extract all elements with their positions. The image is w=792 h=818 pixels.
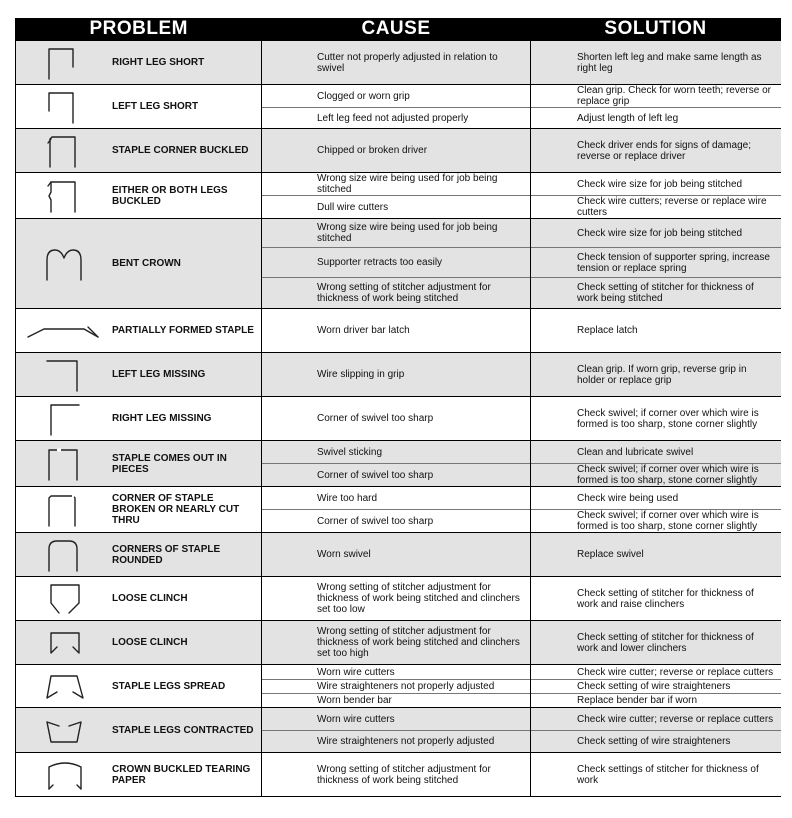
cause-cell: Wrong size wire being used for job being stitched [262,219,531,248]
solution-cell: Check tension of supporter spring, increase tension or replace spring [531,248,781,278]
problem-label: STAPLE LEGS CONTRACTED [112,724,254,736]
cause-cell: Wrong size wire being used for job being stitched [262,173,531,196]
table-row [16,219,781,248]
cause-cell: Worn bender bar [262,694,531,708]
problem-label: STAPLE CORNER BUCKLED [112,145,249,156]
cause-cell: Wrong setting of stitcher adjustment for thickness of work being stitched [262,278,531,309]
cause-cell: Worn swivel [262,533,531,577]
staple-loose-clinch-raise-icon [16,581,112,617]
cause-cell: Corner of swivel too sharp [262,397,531,441]
cause-cell: Wrong setting of stitcher adjustment for thickness of work being stitched [262,753,531,797]
problem-cell [16,41,262,85]
table-row [16,129,781,173]
problem-cell [16,353,262,397]
cause-cell: Supporter retracts too easily [262,248,531,278]
table-row [16,533,781,577]
problem-label: RIGHT LEG MISSING [112,413,212,424]
cause-cell: Chipped or broken driver [262,129,531,173]
cause-cell: Wrong setting of stitcher adjustment for thickness of work being stitched and clinchers set too high [262,621,531,665]
header-problem: PROBLEM [16,18,262,41]
solution-cell: Check wire being used [531,487,781,510]
table-row [16,665,781,680]
table-row [16,397,781,441]
problem-label: STAPLE COMES OUT IN PIECES [112,452,227,475]
table-row [16,441,781,464]
cause-cell: Worn driver bar latch [262,309,531,353]
staple-crown-buckled-icon [16,757,112,793]
troubleshooting-table [15,18,781,797]
table-row [16,577,781,621]
solution-cell: Replace latch [531,309,781,353]
table-row [16,85,781,108]
staple-partially-formed-icon [16,319,112,343]
problem-label: BENT CROWN [112,258,181,269]
solution-cell: Check wire cutter; reverse or replace cutters [531,708,781,731]
problem-cell [16,219,262,309]
cause-cell: Wire straighteners not properly adjusted [262,680,531,694]
solution-cell: Check wire size for job being stitched [531,219,781,248]
cause-cell: Left leg feed not adjusted properly [262,108,531,129]
solution-cell: Adjust length of left leg [531,108,781,129]
table-row [16,173,781,196]
solution-cell: Check setting of stitcher for thickness of work and raise clinchers [531,577,781,621]
staple-loose-clinch-lower-icon [16,625,112,661]
cause-cell: Clogged or worn grip [262,85,531,108]
problem-cell [16,397,262,441]
cause-cell: Corner of swivel too sharp [262,464,531,487]
problem-label: CROWN BUCKLED TEARING PAPER [112,763,251,786]
problem-label: LOOSE CLINCH [112,637,188,648]
problem-label: LEFT LEG MISSING [112,369,206,380]
staple-legs-buckled-icon [16,178,112,214]
troubleshooting-chart [15,18,780,797]
problem-cell [16,487,262,533]
solution-cell: Check swivel; if corner over which wire is formed is too sharp, stone corner slightly [531,510,781,533]
staple-right-leg-missing-icon [16,401,112,437]
solution-cell: Check wire cutters; reverse or replace wire cutters [531,196,781,219]
header-solution: SOLUTION [531,18,781,41]
cause-cell: Cutter not properly adjusted in relation to swivel [262,41,531,85]
cause-cell: Wire slipping in grip [262,353,531,397]
problem-label: LOOSE CLINCH [112,593,188,604]
problem-cell [16,173,262,219]
problem-cell [16,533,262,577]
solution-cell: Check swivel; if corner over which wire is formed is too sharp, stone corner slightly [531,464,781,487]
staple-pieces-icon [16,446,112,482]
problem-label: EITHER OR BOTH LEGS BUCKLED [112,184,228,207]
staple-right-leg-short-icon [16,45,112,81]
problem-cell [16,665,262,708]
problem-cell [16,129,262,173]
solution-cell: Check swivel; if corner over which wire is formed is too sharp, stone corner slightly [531,397,781,441]
solution-cell: Check wire cutter; reverse or replace cutters [531,665,781,680]
problem-label: STAPLE LEGS SPREAD [112,680,226,692]
staple-corner-broken-icon [16,492,112,528]
staple-legs-contracted-icon [16,712,112,748]
solution-cell: Check setting of wire straighteners [531,680,781,694]
problem-label: CORNER OF STAPLE BROKEN OR NEARLY CUT THRU [112,493,240,526]
problem-label: CORNERS OF STAPLE ROUNDED [112,543,221,566]
solution-cell: Shorten left leg and make same length as right leg [531,41,781,85]
solution-cell: Check setting of stitcher for thickness of work being stitched [531,278,781,309]
problem-cell [16,441,262,487]
solution-cell: Check setting of wire straighteners [531,731,781,753]
staple-left-leg-short-icon [16,89,112,125]
header-cause: CAUSE [262,18,531,41]
staple-corners-rounded-icon [16,537,112,573]
table-row [16,753,781,797]
solution-cell: Check wire size for job being stitched [531,173,781,196]
cause-cell: Worn wire cutters [262,665,531,680]
problem-cell [16,753,262,797]
problem-cell [16,85,262,129]
table-row [16,487,781,510]
staple-corner-buckled-icon [16,133,112,169]
table-row [16,621,781,665]
cause-cell: Wire straighteners not properly adjusted [262,731,531,753]
table-row [16,353,781,397]
staple-legs-spread-icon [16,668,112,704]
staple-bent-crown-icon [16,246,112,282]
header-row [16,18,781,41]
problem-label: RIGHT LEG SHORT [112,57,205,68]
cause-cell: Wire too hard [262,487,531,510]
cause-cell: Worn wire cutters [262,708,531,731]
table-row [16,309,781,353]
solution-cell: Replace swivel [531,533,781,577]
cause-cell: Corner of swivel too sharp [262,510,531,533]
solution-cell: Clean grip. Check for worn teeth; reverse or replace grip [531,85,781,108]
problem-cell [16,621,262,665]
problem-cell [16,577,262,621]
staple-left-leg-missing-icon [16,357,112,393]
solution-cell: Clean grip. If worn grip, reverse grip in holder or replace grip [531,353,781,397]
solution-cell: Replace bender bar if worn [531,694,781,708]
solution-cell: Check setting of stitcher for thickness of work and lower clinchers [531,621,781,665]
solution-cell: Clean and lubricate swivel [531,441,781,464]
problem-cell [16,708,262,753]
problem-cell [16,309,262,353]
table-row [16,708,781,731]
cause-cell: Wrong setting of stitcher adjustment for thickness of work being stitched and clinchers set too low [262,577,531,621]
solution-cell: Check settings of stitcher for thickness of work [531,753,781,797]
cause-cell: Dull wire cutters [262,196,531,219]
problem-label: LEFT LEG SHORT [112,101,199,112]
cause-cell: Swivel sticking [262,441,531,464]
solution-cell: Check driver ends for signs of damage; reverse or replace driver [531,129,781,173]
problem-label: PARTIALLY FORMED STAPLE [112,325,254,336]
table-row [16,41,781,85]
